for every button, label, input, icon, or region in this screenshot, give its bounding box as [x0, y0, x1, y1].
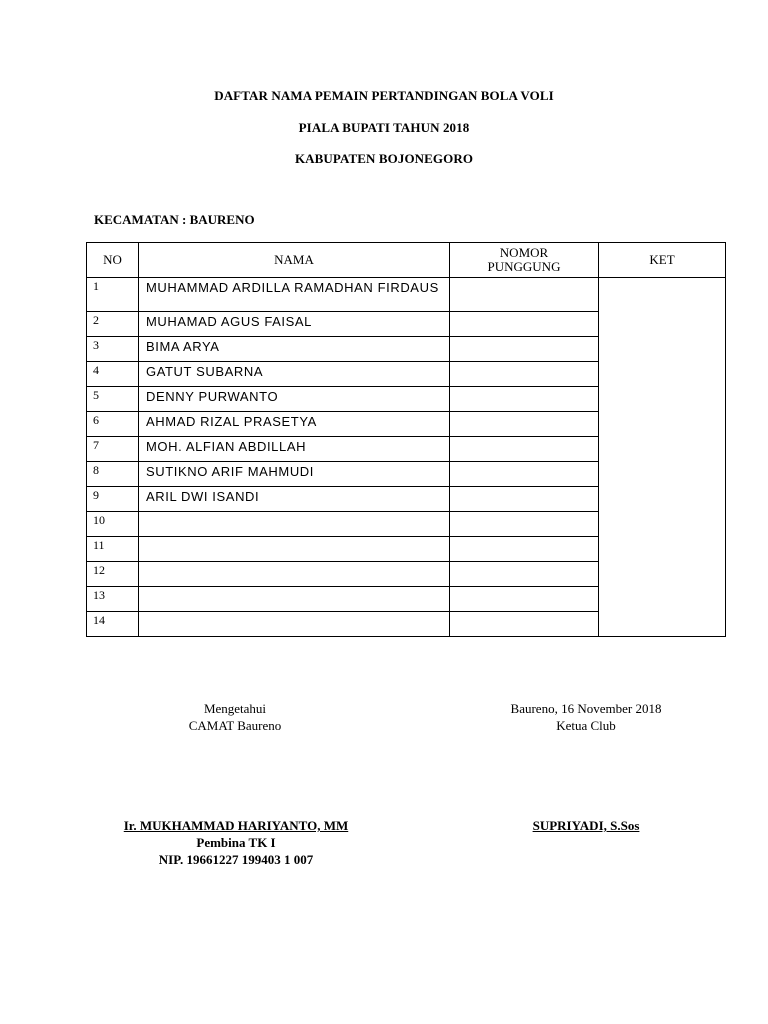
- player-name: [139, 537, 449, 540]
- column-header-nomor-punggung: [450, 243, 599, 278]
- jersey-number-cell: [450, 612, 599, 637]
- table-body: [87, 278, 726, 637]
- remarks-cell: [599, 278, 726, 637]
- row-number-cell: [87, 537, 139, 562]
- column-header-ket: KET: [599, 243, 726, 278]
- row-number: 6: [93, 413, 99, 427]
- player-name-cell: [139, 462, 450, 487]
- jersey-number-cell: [450, 587, 599, 612]
- player-name-cell: [139, 537, 450, 562]
- jersey-number-cell: [450, 487, 599, 512]
- document-region: KABUPATEN BOJONEGORO: [294, 151, 474, 166]
- player-name: MUHAMAD AGUS FAISAL: [146, 314, 312, 329]
- camat-title: CAMAT Baureno: [188, 718, 282, 733]
- row-number-cell: [87, 387, 139, 412]
- kecamatan-label: KECAMATAN : BAURENO: [94, 212, 255, 227]
- player-name: [139, 562, 449, 565]
- row-number-cell: [87, 587, 139, 612]
- club-chair-name: SUPRIYADI, S.Sos: [532, 818, 640, 833]
- column-header-nomor-line2: PUNGGUNG: [487, 259, 561, 274]
- row-number-cell: [87, 337, 139, 362]
- club-chair-title: Ketua Club: [556, 718, 616, 733]
- jersey-number-cell: [450, 362, 599, 387]
- player-name-cell: [139, 487, 450, 512]
- player-name-cell: [139, 412, 450, 437]
- row-number: 5: [93, 388, 99, 402]
- row-number: 10: [93, 513, 105, 527]
- jersey-number-cell: [450, 278, 599, 312]
- row-number: 11: [93, 538, 105, 552]
- table-header-row: [87, 243, 726, 278]
- jersey-number-cell: [450, 462, 599, 487]
- place-date: Baureno, 16 November 2018: [510, 701, 662, 716]
- row-number-cell: [87, 362, 139, 387]
- player-name-cell: [139, 278, 450, 312]
- row-number-cell: [87, 312, 139, 337]
- jersey-number-cell: [450, 387, 599, 412]
- camat-rank: Pembina TK I: [196, 835, 276, 850]
- row-number-cell: [87, 512, 139, 537]
- camat-nip: NIP. 19661227 199403 1 007: [158, 852, 314, 867]
- player-name: GATUT SUBARNA: [146, 364, 264, 379]
- player-name-cell: [139, 437, 450, 462]
- document-subtitle: PIALA BUPATI TAHUN 2018: [298, 120, 470, 135]
- jersey-number-cell: [450, 437, 599, 462]
- row-number: 1: [93, 279, 99, 293]
- official-right: [500, 817, 672, 834]
- player-name: MUHAMMAD ARDILLA RAMADHAN FIRDAUS: [146, 280, 439, 295]
- camat-name: Ir. MUKHAMMAD HARIYANTO, MM: [123, 818, 349, 833]
- jersey-number-cell: [450, 537, 599, 562]
- row-number-cell: [87, 487, 139, 512]
- player-table: [86, 242, 726, 637]
- player-name-cell: [139, 587, 450, 612]
- player-name-cell: [139, 312, 450, 337]
- acknowledged-label: Mengetahui: [203, 701, 267, 716]
- player-name: SUTIKNO ARIF MAHMUDI: [146, 464, 315, 479]
- player-name-cell: [139, 337, 450, 362]
- column-header-nomor-line1: NOMOR: [499, 245, 549, 260]
- row-number: 9: [93, 488, 99, 502]
- signature-block-left: [150, 700, 320, 734]
- jersey-number-cell: [450, 512, 599, 537]
- column-header-no: NO: [87, 243, 139, 278]
- row-number: 3: [93, 338, 99, 352]
- player-name: AHMAD RIZAL PRASETYA: [146, 414, 317, 429]
- row-number: 2: [93, 313, 99, 327]
- player-name-cell: [139, 387, 450, 412]
- row-number: 13: [93, 588, 105, 602]
- row-number-cell: [87, 412, 139, 437]
- document-title: DAFTAR NAMA PEMAIN PERTANDINGAN BOLA VOLI: [214, 88, 554, 103]
- player-name: [139, 512, 449, 515]
- player-name-cell: [139, 562, 450, 587]
- jersey-number-cell: [450, 412, 599, 437]
- row-number: 8: [93, 463, 99, 477]
- player-name-cell: [139, 512, 450, 537]
- row-number-cell: [87, 562, 139, 587]
- table-row: [87, 278, 726, 312]
- row-number-cell: [87, 437, 139, 462]
- player-name: BIMA ARYA: [146, 339, 220, 354]
- row-number: 7: [93, 438, 99, 452]
- player-name: MOH. ALFIAN ABDILLAH: [146, 439, 307, 454]
- row-number-cell: [87, 612, 139, 637]
- column-header-nama: NAMA: [139, 243, 450, 278]
- signature-block-right: [470, 700, 702, 734]
- row-number-cell: [87, 278, 139, 312]
- player-name-cell: [139, 612, 450, 637]
- player-name: [139, 587, 449, 590]
- row-number-cell: [87, 462, 139, 487]
- jersey-number-cell: [450, 312, 599, 337]
- official-left: [90, 817, 382, 868]
- player-name-cell: [139, 362, 450, 387]
- jersey-number-cell: [450, 562, 599, 587]
- player-name: ARIL DWI ISANDI: [146, 489, 260, 504]
- row-number: 4: [93, 363, 99, 377]
- player-name: DENNY PURWANTO: [146, 389, 279, 404]
- player-name: [139, 612, 449, 615]
- row-number: 14: [93, 613, 105, 627]
- jersey-number-cell: [450, 337, 599, 362]
- row-number: 12: [93, 563, 105, 577]
